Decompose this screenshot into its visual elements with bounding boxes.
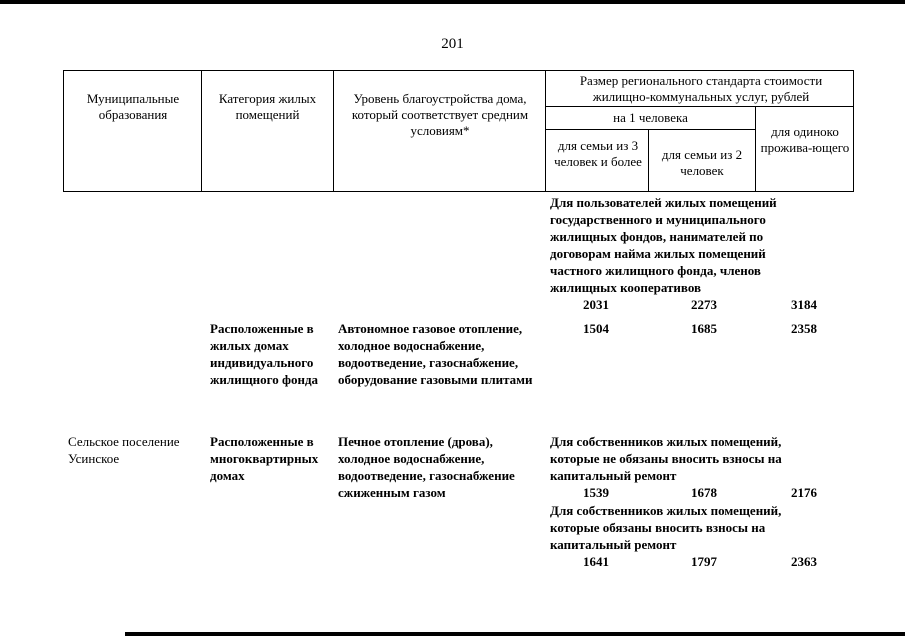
header-group-line: [545, 106, 854, 107]
header-subgroup-line: [545, 129, 755, 130]
note-users: Для пользователей жилых помещений государственного и муниципального жилищных фондов, нанимателей по договорам найма жилых помещений частного жилищного фонда, членов жилищных кооперативов: [550, 195, 777, 295]
header-municipality: Муниципальные образования: [86, 91, 180, 122]
value-single: 3184: [791, 297, 817, 312]
header-family-2: для семьи из 2 человек: [661, 147, 743, 178]
value-single: 2176: [791, 485, 817, 500]
header-vline-5: [648, 129, 649, 192]
category-apartment: Расположенные в многоквартирных домах: [210, 434, 319, 483]
value-family-2: 1685: [691, 321, 717, 336]
header-category: Категория жилых помещений: [218, 91, 317, 122]
header-level: Уровень благоустройства дома, который соответствует средним условиям*: [351, 91, 529, 138]
header-family-3: для семьи из 3 человек и более: [554, 138, 642, 169]
value-family-3: 2031: [583, 297, 609, 312]
top-border: [0, 0, 905, 4]
value-family-2: 1797: [691, 554, 717, 569]
value-single: 2358: [791, 321, 817, 336]
level-stove-heating: Печное отопление (дрова), холодное водоснабжение, водоотведение, газоснабжение сжиженным газом: [338, 434, 515, 500]
header-vline-3: [333, 70, 334, 192]
value-family-3: 1504: [583, 321, 609, 336]
note-owners-repair: Для собственников жилых помещений, которые обязаны вносить взносы на капитальный ремонт: [550, 503, 782, 552]
bottom-border: [125, 632, 905, 636]
value-family-3: 1641: [583, 554, 609, 569]
header-vline-7: [853, 70, 854, 192]
header-vline-4: [545, 70, 546, 192]
header-top-line: [63, 70, 854, 71]
municipality-usinskoe: Сельское поселение Усинское: [68, 434, 180, 466]
header-single: для одиноко прожива-ющего: [760, 124, 850, 155]
category-individual: Расположенные в жилых домах индивидуального жилищного фонда: [210, 321, 319, 387]
page-number: 201: [441, 36, 464, 52]
header-per-person: на 1 человека: [613, 110, 688, 125]
header-standard-size: Размер регионального стандарта стоимости жилищно-коммунальных услуг, рублей: [579, 73, 823, 104]
header-vline-2: [201, 70, 202, 192]
header-vline-1: [63, 70, 64, 192]
value-family-2: 1678: [691, 485, 717, 500]
note-owners-no-repair: Для собственников жилых помещений, которые не обязаны вносить взносы на капитальный ремонт: [550, 434, 782, 483]
value-family-3: 1539: [583, 485, 609, 500]
header-vline-6: [755, 106, 756, 192]
level-gas-heating: Автономное газовое отопление, холодное водоснабжение, водоотведение, газоснабжение, оборудование газовыми плитами: [338, 321, 533, 387]
value-single: 2363: [791, 554, 817, 569]
header-bottom-line: [63, 191, 854, 192]
value-family-2: 2273: [691, 297, 717, 312]
